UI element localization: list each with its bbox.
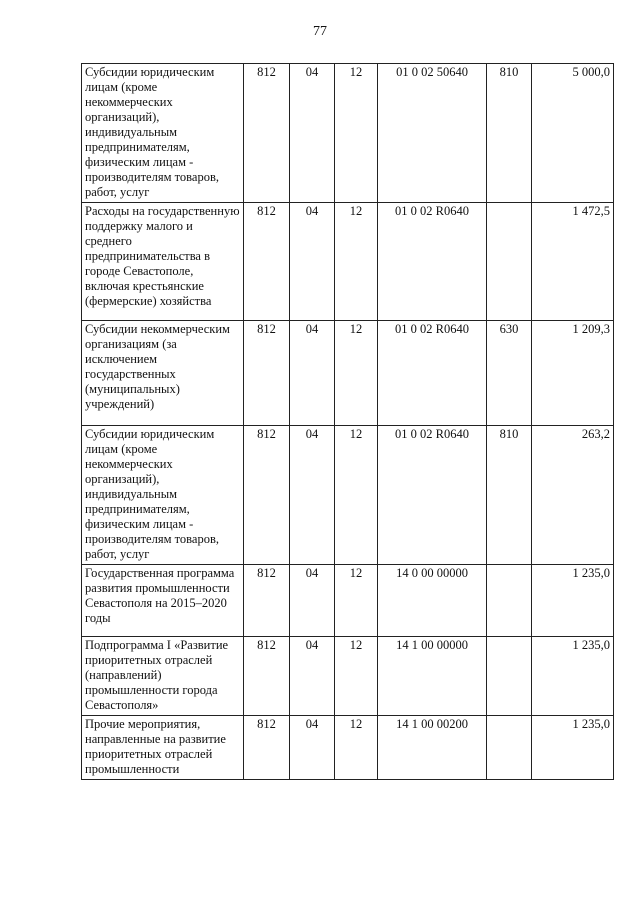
row-name: Государственная программа развития промышленности Севастополя на 2015–2020 годы <box>82 565 244 637</box>
row-name: Прочие мероприятия, направленные на развитие приоритетных отраслей промышленности <box>82 716 244 780</box>
table-row <box>82 64 614 203</box>
expense-type-code <box>487 203 532 321</box>
ministry-code: 812 <box>244 203 290 321</box>
target-article-code: 01 0 02 R0640 <box>378 426 487 565</box>
amount: 1 209,3 <box>532 321 614 426</box>
expense-type-code: 810 <box>487 64 532 203</box>
section-code: 04 <box>290 565 335 637</box>
target-article-code: 14 0 00 00000 <box>378 565 487 637</box>
section-code: 04 <box>290 203 335 321</box>
expense-type-code <box>487 637 532 716</box>
amount: 5 000,0 <box>532 64 614 203</box>
ministry-code: 812 <box>244 716 290 780</box>
target-article-code: 14 1 00 00200 <box>378 716 487 780</box>
amount: 1 235,0 <box>532 565 614 637</box>
amount: 1 235,0 <box>532 637 614 716</box>
table-row <box>82 321 614 426</box>
amount: 1 472,5 <box>532 203 614 321</box>
ministry-code: 812 <box>244 64 290 203</box>
target-article-code: 14 1 00 00000 <box>378 637 487 716</box>
row-name: Субсидии юридическим лицам (кроме некоммерческих организаций), индивидуальным предпринимателям, физическим лицам - производителям товаров, работ, услуг <box>82 426 244 565</box>
section-code: 04 <box>290 64 335 203</box>
ministry-code: 812 <box>244 426 290 565</box>
ministry-code: 812 <box>244 565 290 637</box>
subsection-code: 12 <box>335 203 378 321</box>
section-code: 04 <box>290 637 335 716</box>
section-code: 04 <box>290 321 335 426</box>
section-code: 04 <box>290 716 335 780</box>
table-row <box>82 565 614 637</box>
page-number: 77 <box>313 24 327 39</box>
expense-type-code <box>487 565 532 637</box>
table-row <box>82 716 614 780</box>
row-name: Подпрограмма I «Развитие приоритетных отраслей (направлений) промышленности города Севастополя» <box>82 637 244 716</box>
subsection-code: 12 <box>335 716 378 780</box>
expense-type-code: 630 <box>487 321 532 426</box>
subsection-code: 12 <box>335 637 378 716</box>
subsection-code: 12 <box>335 426 378 565</box>
amount: 263,2 <box>532 426 614 565</box>
target-article-code: 01 0 02 R0640 <box>378 203 487 321</box>
amount: 1 235,0 <box>532 716 614 780</box>
expense-type-code: 810 <box>487 426 532 565</box>
subsection-code: 12 <box>335 321 378 426</box>
table-row <box>82 203 614 321</box>
ministry-code: 812 <box>244 321 290 426</box>
section-code: 04 <box>290 426 335 565</box>
table-row <box>82 426 614 565</box>
table-row <box>82 637 614 716</box>
expense-type-code <box>487 716 532 780</box>
subsection-code: 12 <box>335 64 378 203</box>
budget-table <box>81 63 614 780</box>
target-article-code: 01 0 02 50640 <box>378 64 487 203</box>
ministry-code: 812 <box>244 637 290 716</box>
row-name: Расходы на государственную поддержку малого и среднего предпринимательства в городе Севастополе, включая крестьянские (фермерские) хозяйства <box>82 203 244 321</box>
row-name: Субсидии некоммерческим организациям (за исключением государственных (муниципальных) учреждений) <box>82 321 244 426</box>
subsection-code: 12 <box>335 565 378 637</box>
row-name: Субсидии юридическим лицам (кроме некоммерческих организаций), индивидуальным предпринимателям, физическим лицам - производителям товаров, работ, услуг <box>82 64 244 203</box>
target-article-code: 01 0 02 R0640 <box>378 321 487 426</box>
